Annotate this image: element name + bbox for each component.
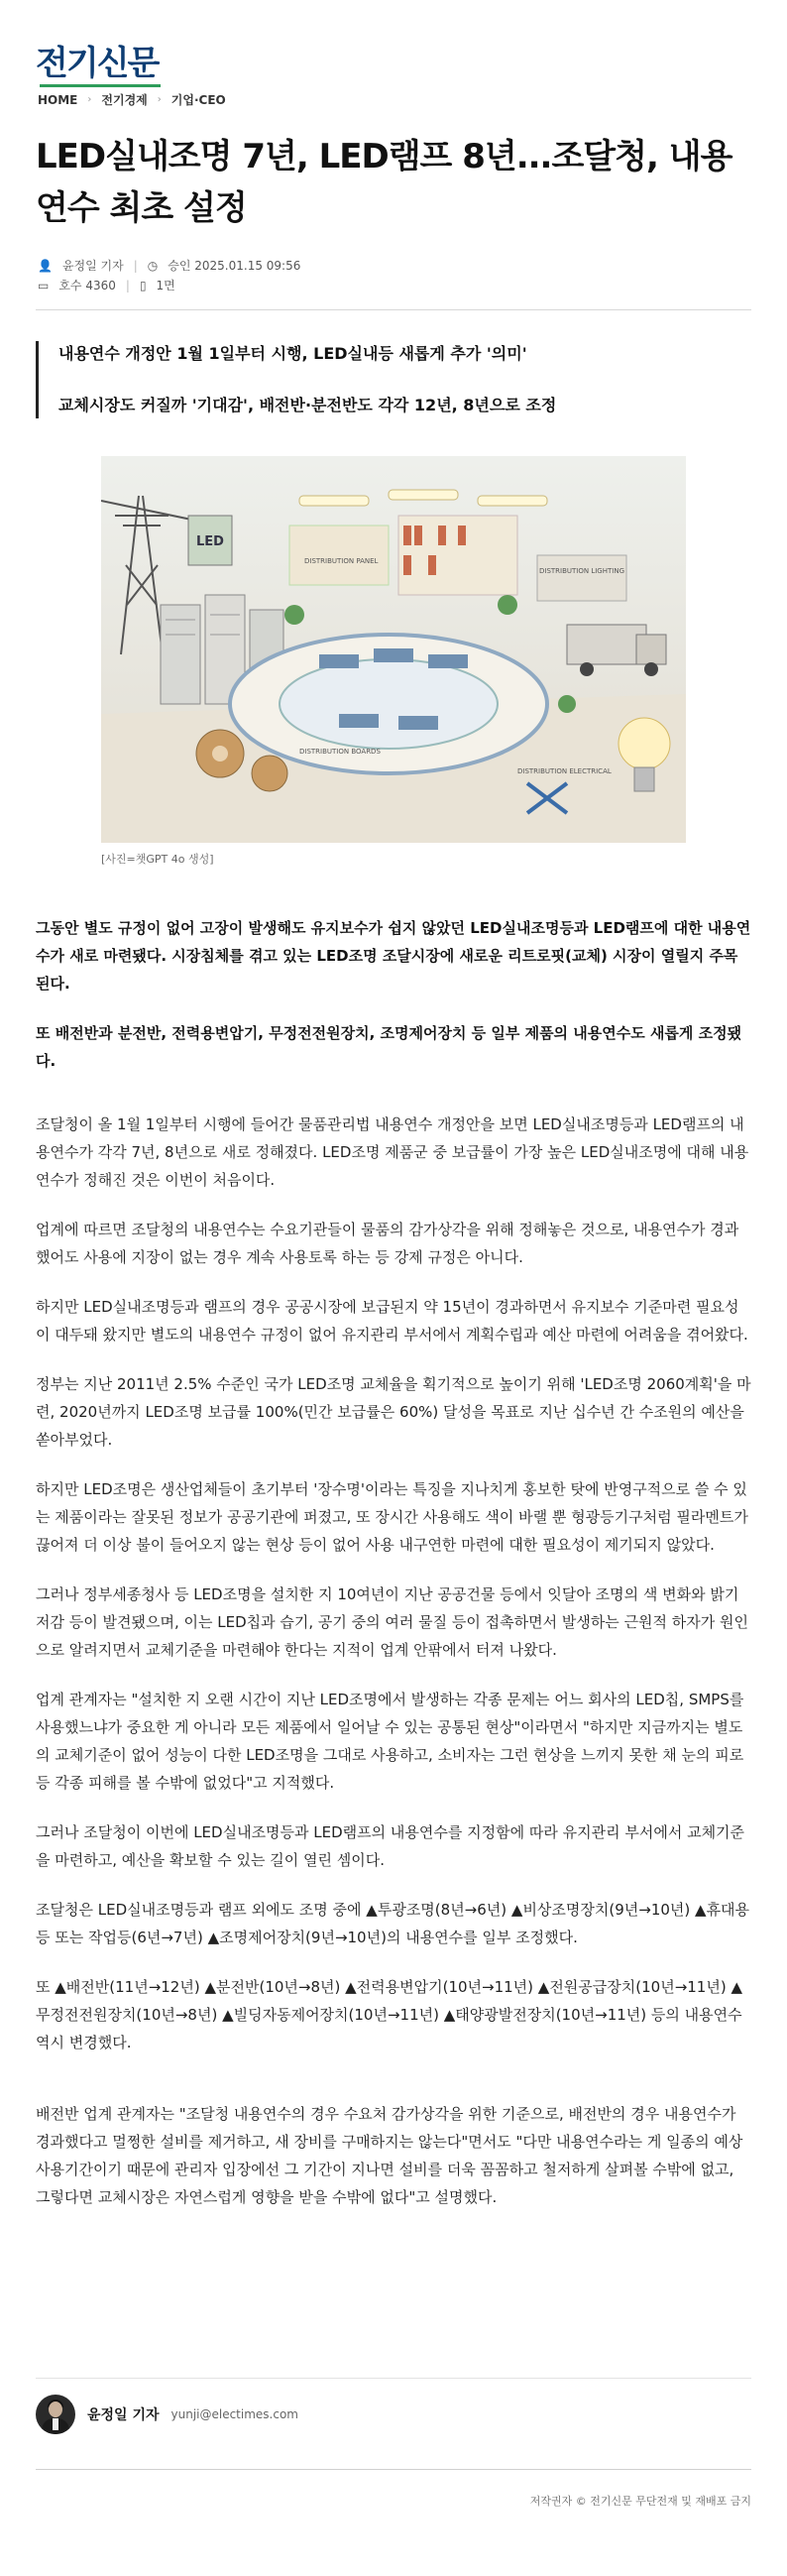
distribution-boards-label: DISTRIBUTION BOARDS xyxy=(299,748,381,756)
approved-time: 승인 2025.01.15 09:56 xyxy=(168,259,301,273)
page-icon: ▯ xyxy=(139,279,147,293)
clock-icon: ◷ xyxy=(147,259,159,273)
article-lead xyxy=(36,914,751,1097)
headline-line-1: LED실내조명 7년, LED램프 8년...조달청, 내용 xyxy=(36,137,732,176)
body-paragraph: 조달청이 올 1월 1일부터 시행에 들어간 물품관리법 내용연수 개정안을 보면 LED실내조명등과 LED램프의 내용연수가 각각 7년, 8년으로 새로 정해졌다. LED조명 제품군 중 보급률이 가장 높은 LED실내조명에 대해 내용연수가 정해진 것은 이번이 처음이다. xyxy=(36,1115,749,1189)
person-icon: 👤 xyxy=(38,259,53,273)
body-paragraph: 배전반 업계 관계자는 "조달청 내용연수의 경우 수요처 감가상각을 위한 기준으로, 배전반의 경우 내용연수가 경과했다고 멀쩡한 설비를 제거하고, 새 장비를 구매하지는 않는다"면서도 "다만 내용연수라는 게 일종의 예상 사용기간이기 때문에 관리자 입장에선 그 기간이 지나면 설비를 더욱 꼼꼼하고 철저하게 살펴볼 수밖에 없고, 그렇다면 교체시장은 자연스럽게 영향을 받을 수밖에 없다"고 설명했다. xyxy=(36,2105,743,2206)
newspaper-icon: ▭ xyxy=(38,279,50,293)
led-label: LED xyxy=(196,534,224,549)
logo-underline xyxy=(40,84,161,87)
subhead: 내용연수 개정안 1월 1일부터 시행, LED실내등 새롭게 추가 '의미' xyxy=(58,344,527,363)
distribution-electrical-label: DISTRIBUTION ELECTRICAL xyxy=(517,767,612,775)
divider xyxy=(36,2469,751,2470)
page-number: 1면 xyxy=(156,279,175,293)
divider xyxy=(36,309,751,310)
breadcrumb xyxy=(38,91,226,108)
article-subheads xyxy=(36,341,751,418)
article-headline xyxy=(36,131,749,234)
body-paragraph: 하지만 LED실내조명등과 램프의 경우 공공시장에 보급된지 약 15년이 경과하면서 유지보수 기준마련 필요성이 대두돼 왔지만 별도의 내용연수 규정이 없어 유지관리 부서에서 계획수립과 예산 마련에 어려움을 겪어왔다. xyxy=(36,1298,748,1344)
site-logo[interactable]: 전기신문 xyxy=(36,44,159,83)
body-paragraph: 그러나 조달청이 이번에 LED실내조명등과 LED램프의 내용연수를 지정함에 따라 유지관리 부서에서 교체기준을 마련하고, 예산을 확보할 수 있는 길이 열린 셈이다. xyxy=(36,1823,745,1869)
lead-paragraph: 또 배전반과 분전반, 전력용변압기, 무정전전원장치, 조명제어장치 등 일부 제품의 내용연수도 새롭게 조정됐다. xyxy=(36,1024,742,1070)
image-caption: [사진=챗GPT 4o 생성] xyxy=(101,853,214,866)
body-paragraph: 하지만 LED조명은 생산업체들이 초기부터 '장수명'이라는 특징을 지나치게 홍보한 탓에 반영구적으로 쓸 수 있는 제품이라는 잘못된 정보가 공공기관에 퍼졌고, 또 장시간 사용해도 색이 바랠 뿐 형광등기구처럼 필라멘트가 끊어져 더 이상 불이 들어오지 않는 현상 등이 없어 사용 내구연한 마련에 대한 필요성이 제기되지 않았다. xyxy=(36,1480,748,1554)
issue-number: 호수 4360 xyxy=(58,279,116,293)
byline xyxy=(38,256,300,295)
body-paragraph: 또 ▲배전반(11년→12년) ▲분전반(10년→8년) ▲전력용변압기(10년→11년) ▲전원공급장치(10년→11년) ▲무정전전원장치(10년→8년) ▲빌딩자동제어장치(10년→11년) ▲태양광발전장치(10년→11년) 등의 내용연수 역시 변경했다. xyxy=(36,1978,742,2051)
separator: | xyxy=(133,259,138,273)
author-box xyxy=(36,2378,751,2437)
chevron-right-icon: › xyxy=(157,94,162,105)
body-paragraph: 업계에 따르면 조달청의 내용연수는 수요기관들이 물품의 감가상각을 위해 정해놓은 것으로, 내용연수가 경과했어도 사용에 지장이 없는 경우 계속 사용토록 하는 등 강제 규정은 아니다. xyxy=(36,1221,739,1266)
lead-paragraph: 그동안 별도 규정이 없어 고장이 발생해도 유지보수가 쉽지 않았던 LED실내조명등과 LED램프에 대한 내용연수가 새로 마련됐다. 시장침체를 겪고 있는 LED조명 조달시장에 새로운 리트로핏(교체) 시장이 열릴지 주목된다. xyxy=(36,919,751,993)
author-email[interactable]: yunji@electimes.com xyxy=(170,2406,298,2421)
reporter-name[interactable]: 윤정일 기자 xyxy=(61,259,124,273)
headline-line-2: 연수 최초 설정 xyxy=(36,188,247,228)
avatar[interactable] xyxy=(36,2395,75,2434)
illustration-svg xyxy=(101,456,686,843)
body-paragraph: 정부는 지난 2011년 2.5% 수준인 국가 LED조명 교체율을 획기적으로 높이기 위해 'LED조명 2060계획'을 마련, 2020년까지 LED조명 보급률 100%(민간 보급률은 60%) 달성을 목표로 지난 십수년 간 수조원의 예산을 쏟아부었다. xyxy=(36,1375,751,1449)
chevron-right-icon: › xyxy=(87,94,92,105)
breadcrumb-home[interactable]: HOME xyxy=(38,92,78,107)
breadcrumb-section[interactable]: 전기경제 xyxy=(101,93,148,107)
breadcrumb-subsection[interactable]: 기업·CEO xyxy=(170,93,226,107)
subhead: 교체시장도 커질까 '기대감', 배전반·분전반도 각각 12년, 8년으로 조정 xyxy=(58,396,557,414)
distribution-panel-label: DISTRIBUTION PANEL xyxy=(304,557,379,565)
body-paragraph: 그러나 정부세종청사 등 LED조명을 설치한 지 10여년이 지난 공공건물 등에서 잇달아 조명의 색 변화와 밝기저감 등이 발견됐으며, 이는 LED칩과 습기, 공기 중의 여러 물질 등이 접촉하면서 발생하는 근원적 하자가 원인으로 알려지면서 교체기준을 마련해야 한다는 지적이 업계 안팎에서 터져 나왔다. xyxy=(36,1585,749,1659)
article-body xyxy=(36,1111,751,2233)
masthead[interactable] xyxy=(36,44,158,83)
author-name[interactable]: 윤정일 기자 xyxy=(87,2406,160,2423)
separator: | xyxy=(125,279,130,293)
copyright-notice: 저작권자 © 전기신문 무단전재 및 재배포 금지 xyxy=(529,2495,751,2508)
body-paragraph: 조달청은 LED실내조명등과 램프 외에도 조명 중에 ▲투광조명(8년→6년) ▲비상조명장치(9년→10년) ▲휴대용등 또는 작업등(6년→7년) ▲조명제어장치(9년→10년)의 내용연수를 일부 조정했다. xyxy=(36,1901,750,1946)
body-paragraph: 업계 관계자는 "설치한 지 오랜 시간이 지난 LED조명에서 발생하는 각종 문제는 어느 회사의 LED칩, SMPS를 사용했느냐가 중요한 게 아니라 모든 제품에서 일어날 수 있는 공통된 현상"이라면서 "하지만 지금까지는 별도의 교체기준이 없어 성능이 다한 LED조명을 그대로 사용하고, 소비자는 그런 현상을 느끼지 못한 채 눈의 피로 등 각종 피해를 볼 수밖에 없었다"고 지적했다. xyxy=(36,1691,744,1792)
distribution-lighting-label: DISTRIBUTION LIGHTING xyxy=(539,567,624,575)
article-illustration[interactable] xyxy=(101,456,686,843)
